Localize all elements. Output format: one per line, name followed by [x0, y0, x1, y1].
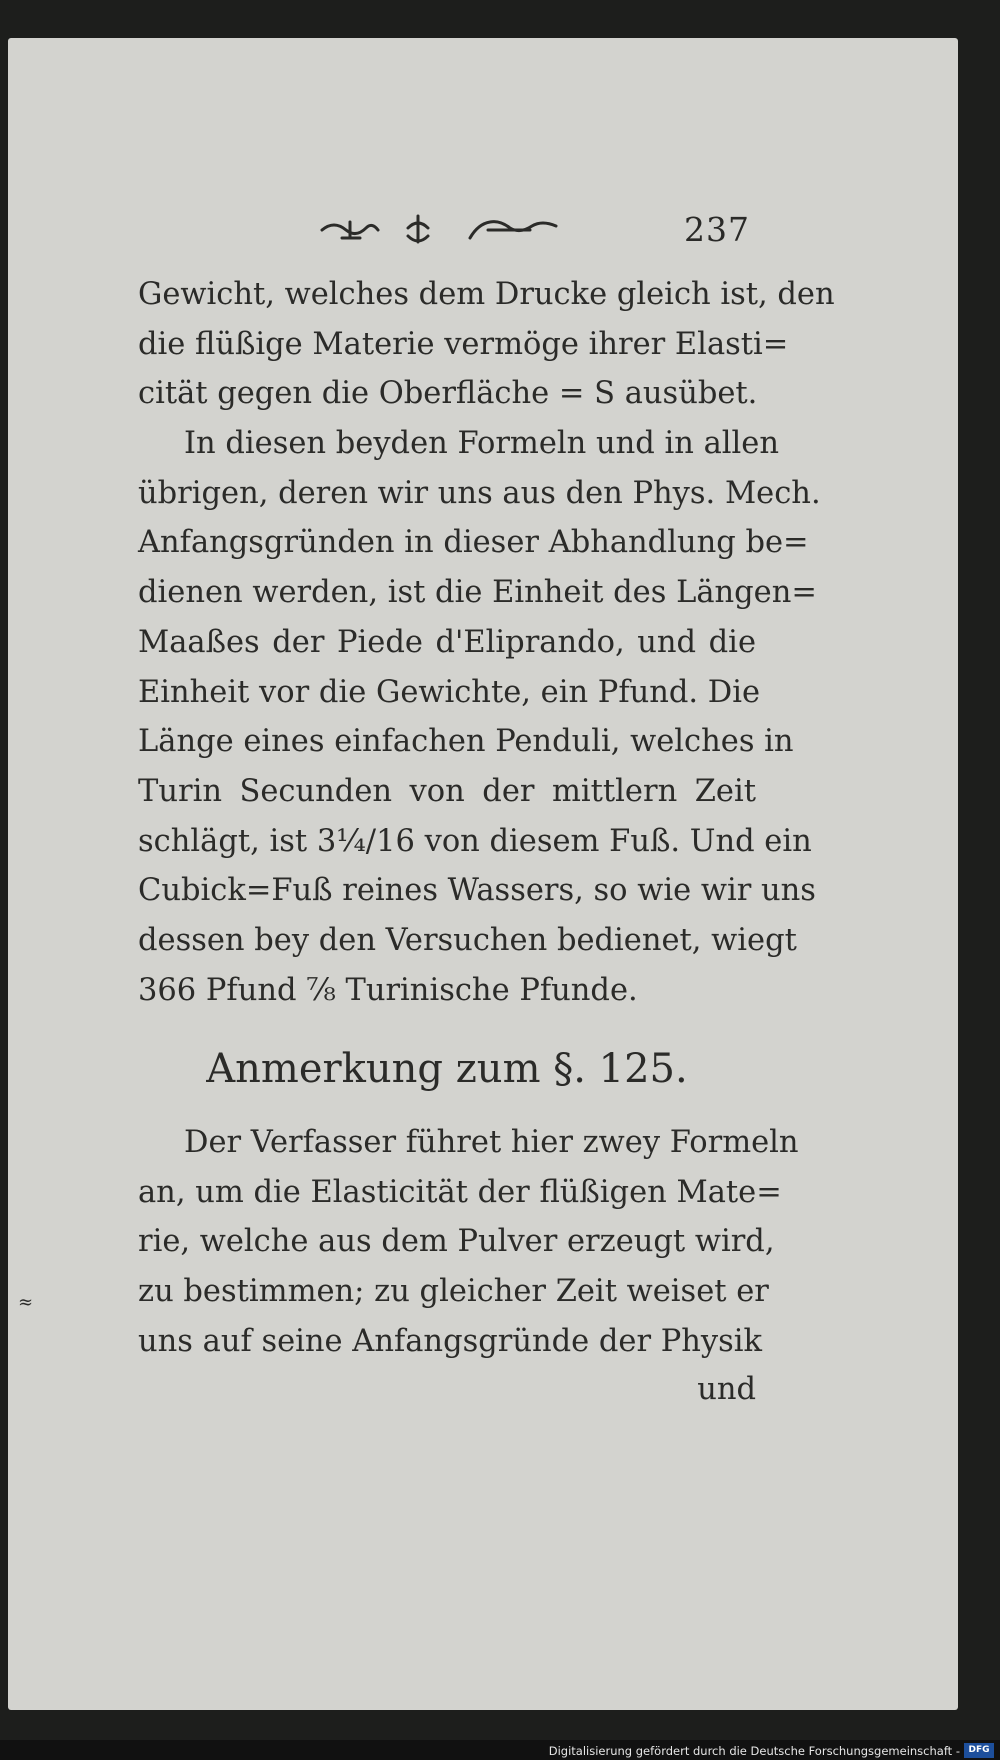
- text-line: Maaßes der Piede d'Eliprando, und die: [138, 624, 756, 660]
- text-line: 366 Pfund ⅞ Turinische Pfunde.: [138, 972, 638, 1008]
- text-line: dienen werden, ist die Einheit des Längen=: [138, 575, 817, 611]
- catchword: und: [697, 1372, 756, 1407]
- text-line: an, um die Elasticität der flüßigen Mate=: [138, 1174, 782, 1210]
- text-line: Cubick=Fuß reines Wassers, so wie wir uns: [138, 873, 816, 909]
- page-number: 237: [684, 210, 750, 249]
- text-line: In diesen beyden Formeln und in allen: [184, 426, 779, 462]
- paragraph-1: [138, 270, 835, 1015]
- section-heading: Anmerkung zum §. 125.: [206, 1046, 688, 1092]
- text-line: cität gegen die Oberfläche = S ausübet.: [138, 376, 758, 412]
- text-line: uns auf seine Anfangsgründe der Physik: [138, 1323, 763, 1359]
- text-line: dessen bey den Versuchen bedienet, wiegt: [138, 922, 797, 958]
- text-line: Anfangsgründen in dieser Abhandlung be=: [138, 525, 809, 561]
- margin-mark: ≈: [18, 1292, 34, 1313]
- text-line: Länge eines einfachen Penduli, welches in: [138, 724, 794, 760]
- footer-credit: Digitalisierung gefördert durch die Deutsche Forschungsgemeinschaft -: [548, 1744, 960, 1758]
- text-line: rie, welche aus dem Pulver erzeugt wird,: [138, 1224, 775, 1260]
- text-line: die flüßige Materie vermöge ihrer Elasti=: [138, 326, 789, 362]
- printer-ornament-icon: [320, 208, 560, 252]
- footer-bar: [0, 1740, 1000, 1760]
- text-line: zu bestimmen; zu gleicher Zeit weiset er: [138, 1274, 769, 1310]
- text-line: Einheit vor die Gewichte, ein Pfund. Die: [138, 674, 761, 710]
- text-line: Turin Secunden von der mittlern Zeit: [138, 773, 756, 809]
- page-header: [320, 208, 750, 252]
- text-line: Gewicht, welches dem Drucke gleich ist, den: [138, 277, 835, 312]
- text-line: Der Verfasser führet hier zwey Formeln: [184, 1125, 799, 1160]
- text-line: übrigen, deren wir uns aus den Phys. Mech.: [138, 475, 821, 511]
- text-line: schlägt, ist 3¼/16 von diesem Fuß. Und ein: [138, 823, 812, 859]
- dfg-logo: DFG: [964, 1743, 994, 1758]
- paragraph-3: [138, 1118, 799, 1366]
